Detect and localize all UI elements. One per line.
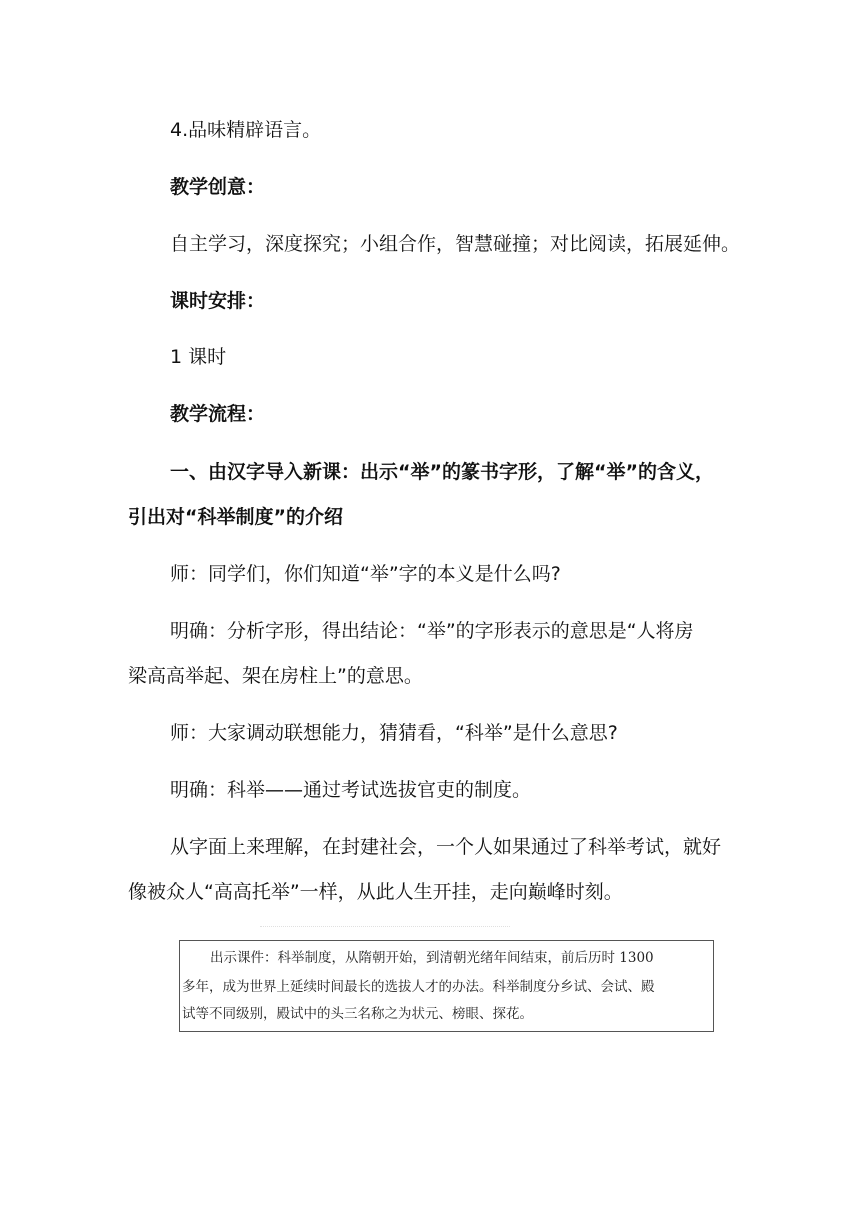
explanation-line-1: 从字面上来理解，在封建社会，一个人如果通过了科举考试，就好 bbox=[170, 836, 722, 858]
section-1-heading-line-2: 引出对“科举制度”的介绍 bbox=[128, 506, 343, 528]
answer-1-line-1: 明确：分析字形，得出结论：“举”的字形表示的意思是“人将房 bbox=[170, 620, 694, 642]
courseware-textbox bbox=[179, 940, 714, 1032]
objective-item-4: 4.品味精辟语言。 bbox=[170, 119, 322, 141]
teaching-creativity-text: 自主学习，深度探究；小组合作，智慧碰撞；对比阅读，拓展延伸。 bbox=[170, 233, 741, 255]
courseware-line-2: 多年，成为世界上延续时间最长的选拔人才的办法。科举制度分乡试、会试、殿 bbox=[182, 979, 655, 995]
teacher-question-1: 师：同学们，你们知道“举”字的本义是什么吗? bbox=[170, 563, 561, 585]
heading-teaching-creativity: 教学创意： bbox=[170, 176, 266, 198]
answer-1-line-2: 梁高高举起、架在房柱上”的意思。 bbox=[128, 665, 423, 687]
heading-teaching-process: 教学流程： bbox=[170, 403, 266, 425]
class-schedule-text: 1 课时 bbox=[170, 346, 227, 368]
teacher-question-2: 师：大家调动联想能力，猜猜看，“科举”是什么意思? bbox=[170, 722, 618, 744]
answer-2: 明确：科举——通过考试选拔官吏的制度。 bbox=[170, 779, 532, 801]
explanation-line-2: 像被众人“高高托举”一样，从此人生开挂，走向巅峰时刻。 bbox=[128, 881, 623, 903]
section-1-heading-line-1: 一、由汉字导入新课：出示“举”的篆书字形，了解“举”的含义， bbox=[170, 461, 714, 483]
heading-class-schedule: 课时安排： bbox=[170, 290, 266, 312]
faint-cropped-line bbox=[260, 926, 510, 933]
courseware-line-3: 试等不同级别，殿试中的头三名称之为状元、榜眼、探花。 bbox=[182, 1006, 533, 1022]
courseware-line-1: 出示课件：科举制度，从隋朝开始，到清朝光绪年间结束，前后历时 1300 bbox=[210, 950, 654, 966]
